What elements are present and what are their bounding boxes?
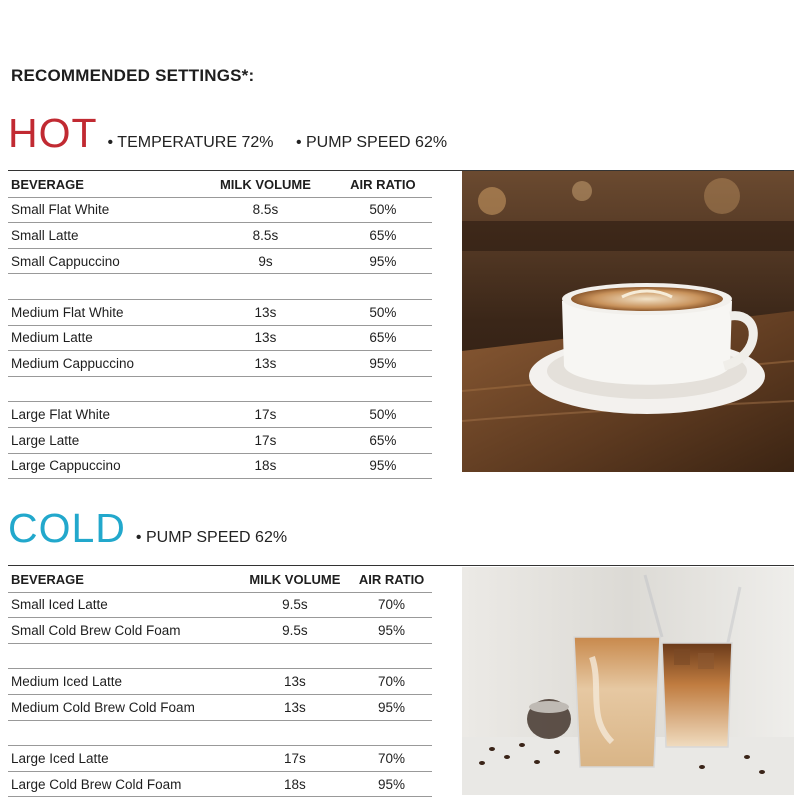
table-row: [8, 325, 432, 351]
table-spacer-row: [8, 643, 432, 669]
milk-volume-cell: 9.5s: [239, 592, 351, 618]
beverage-cell: Small Cold Brew Cold Foam: [8, 618, 239, 644]
beverage-cell: Medium Iced Latte: [8, 669, 239, 695]
table-row: [8, 299, 432, 325]
table-row: [8, 694, 432, 720]
beverage-cell: [8, 274, 197, 300]
beverage-cell: Large Latte: [8, 427, 197, 453]
air-ratio-cell: 95%: [351, 771, 432, 797]
air-ratio-cell: 95%: [351, 694, 432, 720]
air-ratio-cell: [351, 720, 432, 746]
table-row: [8, 771, 432, 797]
milk-volume-cell: 13s: [197, 299, 334, 325]
col-beverage: BEVERAGE: [8, 172, 197, 197]
beverage-cell: Large Cappuccino: [8, 453, 197, 479]
beverage-cell: Large Flat White: [8, 402, 197, 428]
beverage-cell: [8, 376, 197, 402]
air-ratio-cell: 65%: [334, 325, 432, 351]
milk-volume-cell: [239, 720, 351, 746]
milk-volume-cell: 18s: [239, 771, 351, 797]
col-milk-volume: MILK VOLUME: [197, 172, 334, 197]
air-ratio-cell: 70%: [351, 592, 432, 618]
cold-pump-speed: • PUMP SPEED 62%: [135, 529, 288, 546]
milk-volume-cell: 13s: [239, 669, 351, 695]
cold-settings: [136, 529, 305, 547]
air-ratio-cell: 65%: [334, 223, 432, 249]
milk-volume-cell: 9s: [197, 248, 334, 274]
table-row: [8, 351, 432, 377]
air-ratio-cell: 70%: [351, 669, 432, 695]
milk-volume-cell: 13s: [197, 351, 334, 377]
iced-latte-photo: [462, 567, 794, 795]
cold-divider: [8, 565, 794, 566]
air-ratio-cell: 65%: [334, 427, 432, 453]
table-row: [8, 248, 432, 274]
air-ratio-cell: 95%: [351, 618, 432, 644]
air-ratio-cell: 95%: [334, 351, 432, 377]
beverage-cell: [8, 720, 239, 746]
milk-volume-cell: 13s: [239, 694, 351, 720]
table-spacer-row: [8, 274, 432, 300]
table-row: [8, 223, 432, 249]
air-ratio-cell: 50%: [334, 402, 432, 428]
table-header-row: [8, 567, 432, 592]
col-air-ratio: AIR RATIO: [351, 567, 432, 592]
beverage-cell: [8, 643, 239, 669]
air-ratio-cell: [351, 643, 432, 669]
beverage-cell: Medium Latte: [8, 325, 197, 351]
col-milk-volume: MILK VOLUME: [239, 567, 351, 592]
hot-settings: [108, 134, 466, 152]
cold-section-title: [8, 505, 305, 552]
air-ratio-cell: [334, 376, 432, 402]
col-beverage: BEVERAGE: [8, 567, 239, 592]
beverage-cell: Small Cappuccino: [8, 248, 197, 274]
page-heading: RECOMMENDED SETTINGS*:: [11, 66, 255, 85]
air-ratio-cell: [334, 274, 432, 300]
beverage-cell: Small Iced Latte: [8, 592, 239, 618]
table-row: [8, 453, 432, 479]
cold-settings-table: [8, 567, 432, 797]
beverage-cell: Large Iced Latte: [8, 746, 239, 772]
milk-volume-cell: 17s: [239, 746, 351, 772]
col-air-ratio: AIR RATIO: [334, 172, 432, 197]
table-row: [8, 427, 432, 453]
table-row: [8, 592, 432, 618]
beverage-cell: Small Flat White: [8, 197, 197, 223]
air-ratio-cell: 95%: [334, 453, 432, 479]
milk-volume-cell: [197, 274, 334, 300]
milk-volume-cell: 8.5s: [197, 223, 334, 249]
milk-volume-cell: 18s: [197, 453, 334, 479]
cold-title: COLD: [8, 505, 126, 551]
table-row: [8, 197, 432, 223]
milk-volume-cell: 9.5s: [239, 618, 351, 644]
table-row: [8, 402, 432, 428]
hot-title: HOT: [8, 110, 98, 156]
hot-pump-speed: • PUMP SPEED 62%: [295, 134, 448, 151]
milk-volume-cell: 8.5s: [197, 197, 334, 223]
table-header-row: [8, 172, 432, 197]
air-ratio-cell: 70%: [351, 746, 432, 772]
hot-settings-table: [8, 172, 432, 479]
beverage-cell: Large Cold Brew Cold Foam: [8, 771, 239, 797]
hot-section-title: [8, 110, 465, 157]
beverage-cell: Small Latte: [8, 223, 197, 249]
air-ratio-cell: 50%: [334, 299, 432, 325]
hot-latte-photo: [462, 171, 794, 472]
table-spacer-row: [8, 720, 432, 746]
milk-volume-cell: [239, 643, 351, 669]
beverage-cell: Medium Flat White: [8, 299, 197, 325]
table-spacer-row: [8, 376, 432, 402]
table-row: [8, 746, 432, 772]
air-ratio-cell: 50%: [334, 197, 432, 223]
milk-volume-cell: 13s: [197, 325, 334, 351]
beverage-cell: Medium Cappuccino: [8, 351, 197, 377]
air-ratio-cell: 95%: [334, 248, 432, 274]
table-row: [8, 618, 432, 644]
table-row: [8, 669, 432, 695]
hot-temperature: • TEMPERATURE 72%: [107, 134, 274, 151]
beverage-cell: Medium Cold Brew Cold Foam: [8, 694, 239, 720]
milk-volume-cell: 17s: [197, 427, 334, 453]
milk-volume-cell: 17s: [197, 402, 334, 428]
milk-volume-cell: [197, 376, 334, 402]
